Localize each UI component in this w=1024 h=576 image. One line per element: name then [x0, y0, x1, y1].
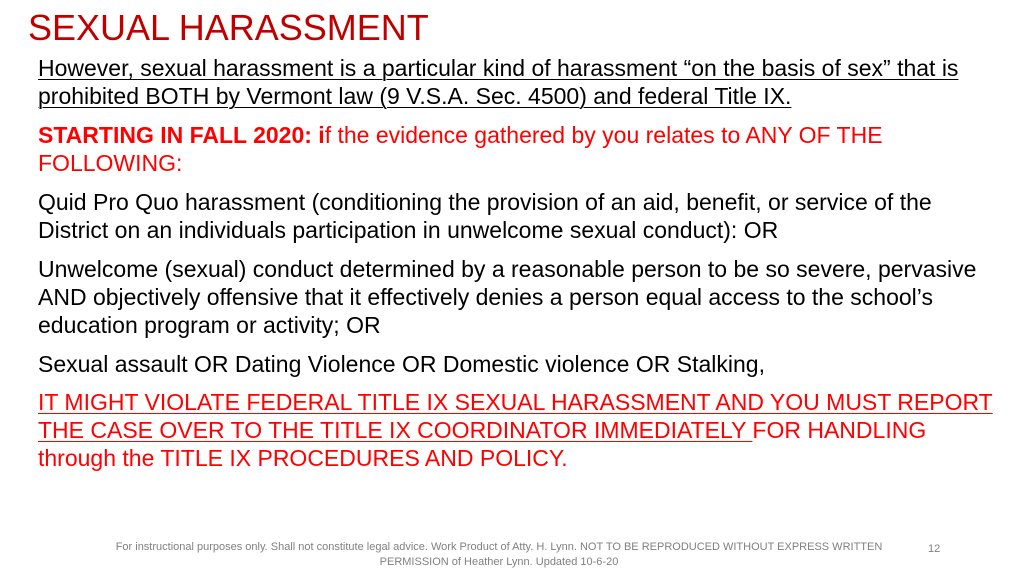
starting-fall-2020-paragraph	[38, 121, 1003, 177]
condition-assault-violence-stalking: Sexual assault OR Dating Violence OR Domestic violence OR Stalking,	[38, 351, 765, 377]
slide-body	[38, 54, 1003, 472]
starting-date-label: STARTING IN FALL 2020: i	[38, 122, 325, 148]
condition-unwelcome-conduct: Unwelcome (sexual) conduct determined by a reasonable person to be so severe, pervasive AND objectively offensive that it effectively denies a person equal access to the school’s education program or activity; OR	[38, 256, 977, 338]
conclusion-handling-text: FOR HANDLING through the TITLE IX PROCEDURES AND POLICY.	[38, 417, 927, 471]
slide-title: SEXUAL HARASSMENT	[28, 7, 429, 48]
page-number: 12	[928, 543, 941, 555]
conclusion-paragraph	[38, 388, 1003, 472]
condition-quid-pro-quo: Quid Pro Quo harassment (conditioning the provision of an aid, benefit, or service of the District on an individuals participation in unwelcome sexual conduct): OR	[38, 189, 932, 243]
footer-disclaimer: For instructional purposes only. Shall not constitute legal advice. Work Product of Atty. H. Lynn. NOT TO BE REPRODUCED WITHOUT EXPRESS WRITTEN PERMISSION of Heather Lynn. Updated 10-6-20	[115, 541, 883, 568]
intro-paragraph: However, sexual harassment is a particular kind of harassment “on the basis of sex” that is prohibited BOTH by Vermont law (9 V.S.A. Sec. 4500) and federal Title IX.	[38, 55, 959, 109]
conclusion-underlined-text: IT MIGHT VIOLATE FEDERAL TITLE IX SEXUAL HARASSMENT AND YOU MUST REPORT THE CASE OVER TO THE TITLE IX COORDINATOR IMMEDIATELY	[38, 389, 993, 443]
starting-condition-text: f the evidence gathered by you relates to ANY OF THE FOLLOWING:	[38, 122, 883, 176]
